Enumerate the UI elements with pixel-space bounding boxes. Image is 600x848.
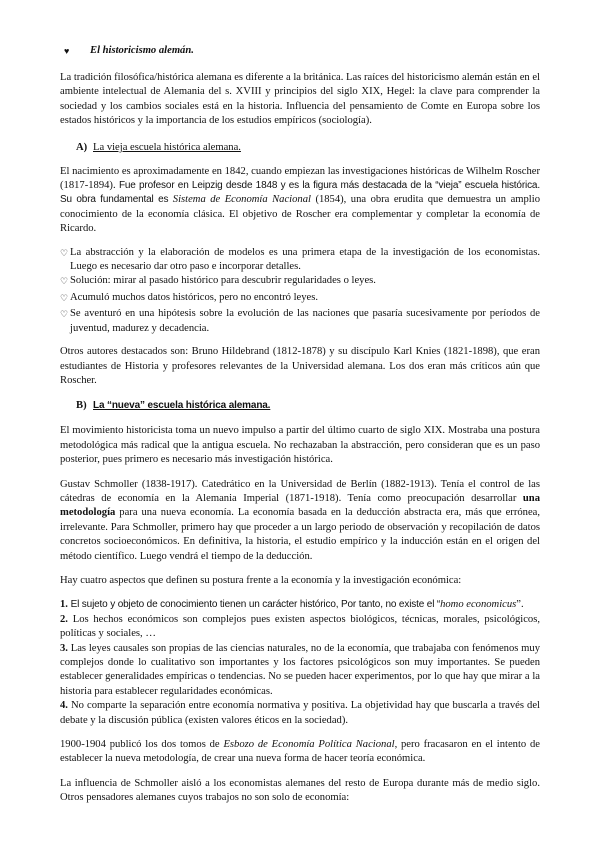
list-item: [60, 274, 540, 288]
roscher-text-2: Fue profesor en Leipzig desde 1848 y es la figura más destacada de la “vieja” escuela histórica: [118, 180, 538, 192]
list-item-text: La abstracción y la elaboración de modelos es una primera etapa de la investigación de los economistas. Luego es necesario dar otro paso e incorporar detalles.: [70, 246, 540, 273]
list-item-text: Solución: mirar al pasado histórico para descubrir regularidades o leyes.: [70, 275, 376, 287]
list-item: [60, 291, 540, 305]
list-item-text: Acumuló muchos datos históricos, pero no encontró leyes.: [70, 291, 319, 303]
heart-outline-icon: ♡: [60, 309, 69, 320]
subsection-b-heading: [76, 399, 540, 413]
subsection-a-letter: A): [76, 141, 88, 153]
roscher-text-1: El nacimiento es aproximadamente en 1842, cuando empiezan las investigaciones históricas de Wilhelm Roscher (1817-1894).: [60, 165, 540, 192]
heart-bullet-icon: ♥: [64, 46, 70, 56]
aspect-item: [60, 598, 540, 612]
schmoller-paragraph: [60, 478, 540, 564]
section-title: El historicismo alemán.: [90, 45, 194, 56]
aspect-tail: ”.: [516, 599, 524, 611]
heart-outline-icon: ♡: [60, 292, 69, 303]
roscher-work-title: Sistema de Economía Nacional: [172, 194, 311, 206]
aspect-text: Las leyes causales son propias de las ciencias naturales, no de la economía, que trabajaba con fenómenos muy complejos donde lo cualitativo son importantes y los factores psicológicos son muy importantes. Se pueden establecer generalidades empíricas o tendencias. No se pueden hacer experimentos, por lo que hay que mirar a la historia para establecer regularidades económicas.: [60, 642, 540, 697]
aspect-italic-term: homo economicus: [440, 599, 517, 611]
esbozo-work-title: Esbozo de Economía Política Nacional: [223, 739, 395, 751]
esbozo-paragraph: [60, 738, 540, 767]
aspect-item: [60, 699, 540, 728]
aspect-item: [60, 642, 540, 700]
four-aspects-intro: Hay cuatro aspectos que definen su postura frente a la economía y la investigación económica:: [60, 574, 462, 586]
subsection-a-heading: [76, 141, 540, 155]
influence-paragraph: La influencia de Schmoller aisló a los economistas alemanes del resto de Europa durante más de medio siglo. Otros pensadores alemanes cuyos trabajos no son solo de economía:: [60, 777, 540, 804]
roscher-text-3: . Su obra fundamental es: [60, 180, 540, 206]
heart-outline-icon: ♡: [60, 247, 69, 258]
aspect-text: Los hechos económicos son complejos pues existen aspectos biológicos, técnicas, morales, psicológicos, políticas y sociales, …: [60, 613, 540, 640]
section-heading: [64, 44, 540, 58]
schmoller-bold-text: una metodología: [60, 492, 540, 519]
aspect-number: 3.: [60, 642, 68, 654]
aspect-text: El sujeto y objeto de conocimiento tienen un carácter histórico, Por tanto, no existe el “: [67, 599, 441, 611]
schmoller-text-1: Gustav Schmoller (1838-1917). Catedrático en la Universidad de Berlín (1882-1913). Tenía el control de las cátedras de economía en la Alemania Imperial (1871-1918). Tenía como preocupación desarrollar: [60, 478, 540, 504]
movement-paragraph: El movimiento historicista toma un nuevo impulso a partir del último cuarto de siglo XIX. Mostraba una postura metodológica más radical que la antigua escuela. No rechazaban la abstracción, pero consideran que es un paso posterior, pues primero es necesario más investigación histórica.: [60, 425, 540, 466]
subsection-b-letter: B): [76, 400, 87, 412]
other-authors-paragraph: Otros autores destacados son: Bruno Hildebrand (1812-1878) y su discípulo Karl Knies (1821-1898), que eran estudiantes de Historia y profesores relevantes de la Universidad alemana. Los dos eran más críticos aún que Roscher.: [60, 346, 540, 386]
list-item: [60, 246, 540, 275]
roscher-paragraph: [60, 165, 540, 237]
list-item: [60, 307, 540, 336]
esbozo-text-1: 1900-1904 publicó los dos tomos de: [60, 739, 224, 751]
roscher-bullet-list: [60, 246, 540, 336]
aspect-number: 1.: [60, 599, 68, 611]
aspects-list: [60, 598, 540, 728]
schmoller-text-2: para una nueva economía. La economía basada en la deducción abstracta era, más que errónea, irrelevante. Para Schmoller, primero hay que proceder a un largo periodo de observación y recopilación de datos concretos socioeconómicos. En definitiva, la historia, el estudio empírico y la inducción están en el origen del método científico. Luego vendrá el tiempo de la deducción.: [60, 507, 540, 562]
list-item-text: Se aventuró en una hipótesis sobre la evolución de las naciones que pasaría sucesivamente por períodos de juventud, madurez y decadencia.: [70, 308, 540, 334]
aspect-number: 4.: [60, 700, 68, 712]
aspect-text: No comparte la separación entre economía normativa y positiva. La objetividad hay que buscarla a través del debate y la discusión pública (existen valores éticos en la sociedad).: [60, 700, 540, 726]
roscher-text-4: (1854), una obra erudita que demuestra un amplio conocimiento de la economía clásica. El objetivo de Roscher era complementar y completar la economía de Ricardo.: [60, 194, 540, 235]
esbozo-text-2: , pero fracasaron en el intento de establecer la nueva metodología, de crear una nueva forma de hacer teoría económica.: [60, 739, 540, 765]
heart-outline-icon: ♡: [60, 276, 69, 287]
aspect-item: [60, 613, 540, 642]
subsection-b-title: La “nueva” escuela histórica alemana.: [93, 400, 271, 412]
subsection-a-title: La vieja escuela histórica alemana.: [93, 141, 241, 153]
intro-paragraph: La tradición filosófica/histórica alemana es diferente a la británica. Las raíces del historicismo alemán están en el ambiente intelectual de Alemania del s. XVIII y principios del siglo XIX, Hegel: la clave para comprender la sociedad y los cambios sociales está en la historia. Influencia del pensamiento de Comte en Europa sobre los estados históricos y la importancia de los estudios empíricos (sociología).: [60, 72, 540, 127]
aspect-number: 2.: [60, 613, 68, 625]
